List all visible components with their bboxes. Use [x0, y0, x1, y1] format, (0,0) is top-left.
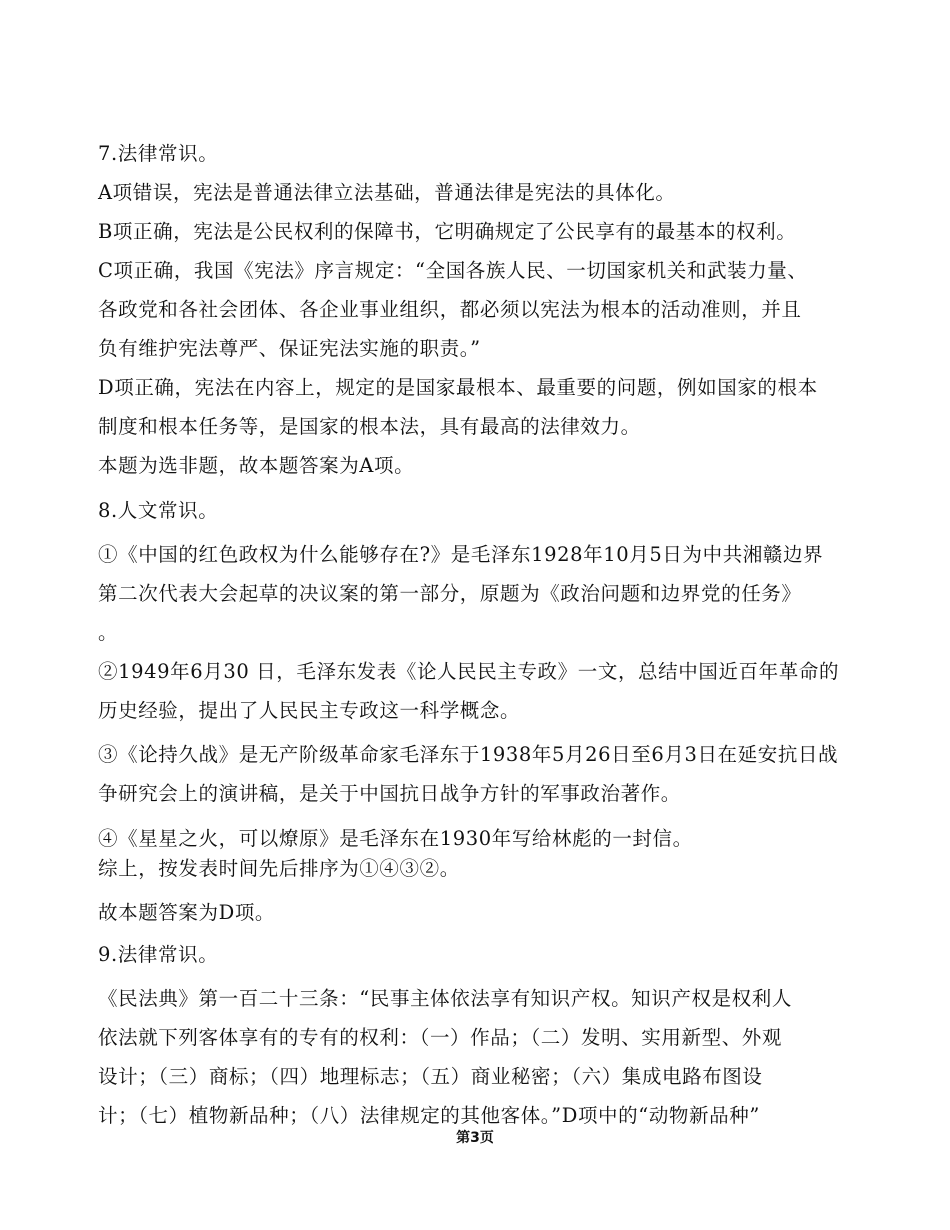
paragraph-line: 设计；（三）商标；（四）地理标志；（五）商业秘密；（六）集成电路布图设 — [98, 1065, 763, 1088]
paragraph-line: ②1949年6月30 日，毛泽东发表《论人民民主专政》一文，总结中国近百年革命的 — [98, 660, 840, 683]
paragraph-line: ④《星星之火，可以燎原》是毛泽东在1930年写给林彪的一封信。 — [98, 827, 693, 850]
section-heading-8: 8.人文常识。 — [98, 499, 219, 522]
paragraph-line: 计；（七）植物新品种；（八）法律规定的其他客体。”D项中的“动物新品种” — [98, 1104, 760, 1127]
paragraph-line: 各政党和各社会团体、各企业事业组织，都必须以宪法为根本的活动准则，并且 — [98, 298, 802, 321]
paragraph-line: 综上，按发表时间先后排序为①④③②。 — [98, 857, 460, 880]
paragraph-line: A项错误，宪法是普通法律立法基础，普通法律是宪法的具体化。 — [98, 181, 676, 204]
paragraph-line: 第二次代表大会起草的决议案的第一部分，原题为《政治问题和边界党的任务》 — [98, 582, 802, 605]
paragraph-line: 《民法典》第一百二十三条：“民事主体依法享有知识产权。知识产权是权利人 — [98, 987, 792, 1010]
paragraph-line: D项正确，宪法在内容上，规定的是国家最根本、最重要的问题，例如国家的根本 — [98, 376, 818, 399]
answer-line: 故本题答案为D项。 — [98, 901, 276, 924]
paragraph-line: C项正确，我国《宪法》序言规定：“全国各族人民、一切国家机关和武装力量、 — [98, 259, 808, 282]
paragraph-line: 历史经验，提出了人民民主专政这一科学概念。 — [98, 699, 521, 722]
paragraph-line: 争研究会上的演讲稿，是关于中国抗日战争方针的军事政治著作。 — [98, 782, 681, 805]
paragraph-line: 制度和根本任务等，是国家的根本法，具有最高的法律效力。 — [98, 415, 641, 438]
paragraph-line: 负有维护宪法尊严、保证宪法实施的职责。” — [98, 337, 481, 360]
section-heading-7: 7.法律常识。 — [98, 142, 219, 165]
paragraph-line: B项正确，宪法是公民权利的保障书，它明确规定了公民享有的最基本的权利。 — [98, 220, 797, 243]
answer-line: 本题为选非题，故本题答案为A项。 — [98, 454, 415, 477]
page-number: 第3页 — [456, 1130, 494, 1146]
paragraph-line: ③《论持久战》是无产阶级革命家毛泽东于1938年5月26日至6月3日在延安抗日战 — [98, 743, 839, 766]
paragraph-line: 依法就下列客体享有的专有的权利：（一）作品；（二）发明、实用新型、外观 — [98, 1026, 783, 1049]
section-heading-9: 9.法律常识。 — [98, 943, 219, 966]
paragraph-line: 。 — [98, 621, 119, 644]
paragraph-line: ①《中国的红色政权为什么能够存在?》是毛泽东1928年10月5日为中共湘赣边界 — [98, 543, 824, 566]
